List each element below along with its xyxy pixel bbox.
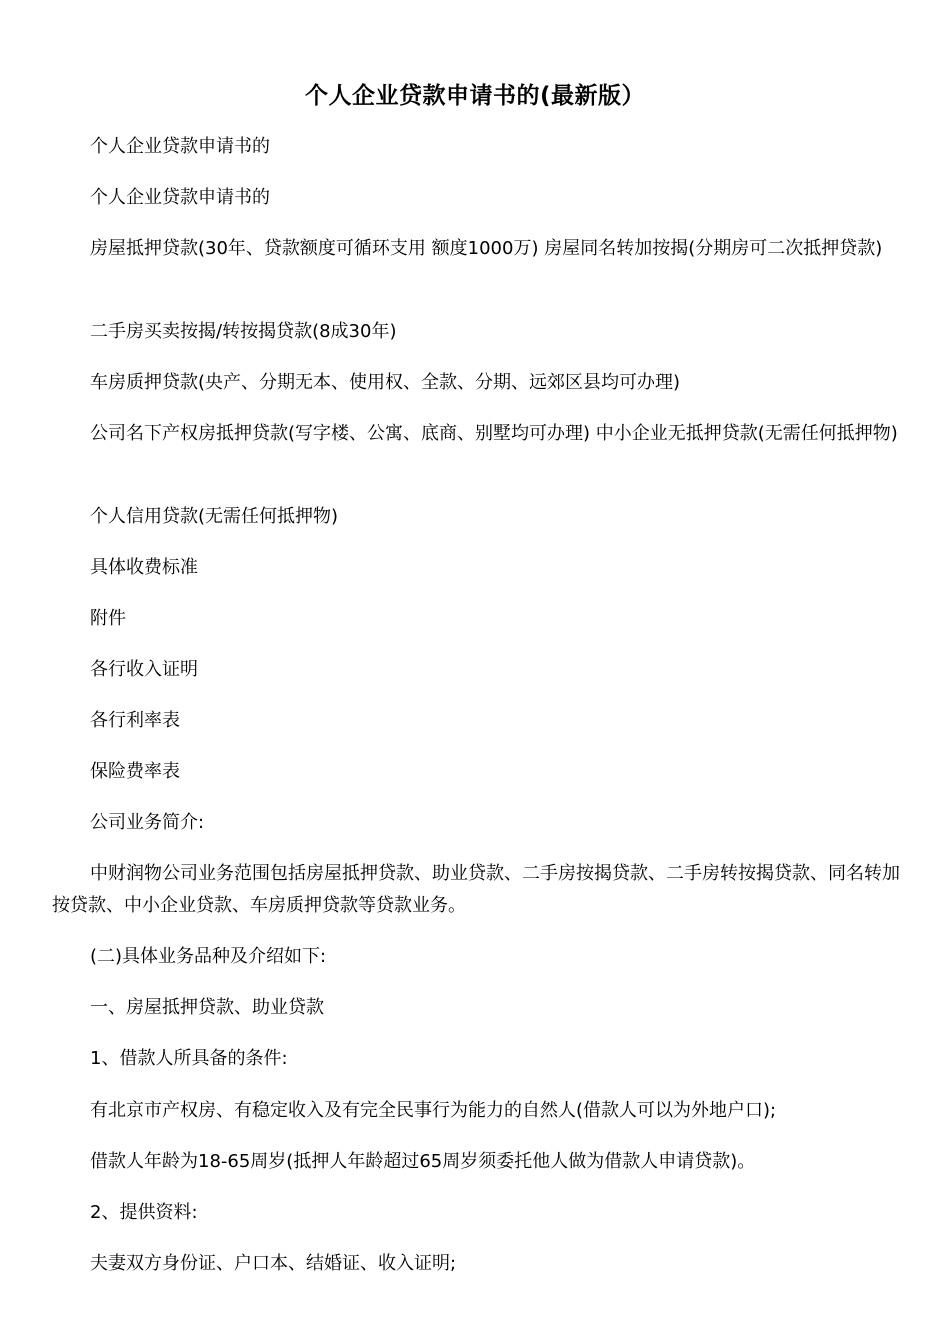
paragraph: 有北京市产权房、有稳定收入及有完全民事行为能力的自然人(借款人可以为外地户口); xyxy=(90,1100,777,1121)
paragraph: 个人企业贷款申请书的 xyxy=(90,136,270,157)
paragraph: (二)具体业务品种及介绍如下: xyxy=(90,946,327,967)
paragraph: 保险费率表 xyxy=(90,761,180,782)
paragraph: 各行利率表 xyxy=(90,710,180,731)
paragraph: 夫妻双方身份证、户口本、结婚证、收入证明; xyxy=(90,1253,457,1274)
paragraph: 1、借款人所具备的条件: xyxy=(90,1048,288,1069)
paragraph: 2、提供资料: xyxy=(90,1202,198,1223)
paragraph: 房屋抵押贷款(30年、贷款额度可循环支用 额度1000万) 房屋同名转加按揭(分期房可二次抵押贷款) xyxy=(90,238,883,259)
document-title: 个人企业贷款申请书的(最新版） xyxy=(304,83,645,109)
paragraph: 个人企业贷款申请书的 xyxy=(90,187,270,208)
paragraph: 一、房屋抵押贷款、助业贷款 xyxy=(90,997,324,1018)
paragraph: 具体收费标准 xyxy=(90,557,198,578)
paragraph: 附件 xyxy=(90,608,126,629)
paragraph: 各行收入证明 xyxy=(90,659,198,680)
paragraph: 车房质押贷款(央产、分期无本、使用权、全款、分期、远郊区县均可办理) xyxy=(90,372,681,393)
paragraph: 个人信用贷款(无需任何抵押物) xyxy=(90,506,339,527)
paragraph: 公司业务简介: xyxy=(90,812,205,833)
paragraph: 中财润物公司业务范围包括房屋抵押贷款、助业贷款、二手房按揭贷款、二手房转按揭贷款、同名转加按贷款、中小企业贷款、车房质押贷款等贷款业务。 xyxy=(52,863,900,916)
paragraph: 公司名下产权房抵押贷款(写字楼、公寓、底商、别墅均可办理) 中小企业无抵押贷款(无需任何抵押物) xyxy=(90,423,898,444)
paragraph: 借款人年龄为18-65周岁(抵押人年龄超过65周岁须委托他人做为借款人申请贷款)。 xyxy=(90,1151,756,1172)
paragraph: 二手房买卖按揭/转按揭贷款(8成30年) xyxy=(90,321,397,342)
